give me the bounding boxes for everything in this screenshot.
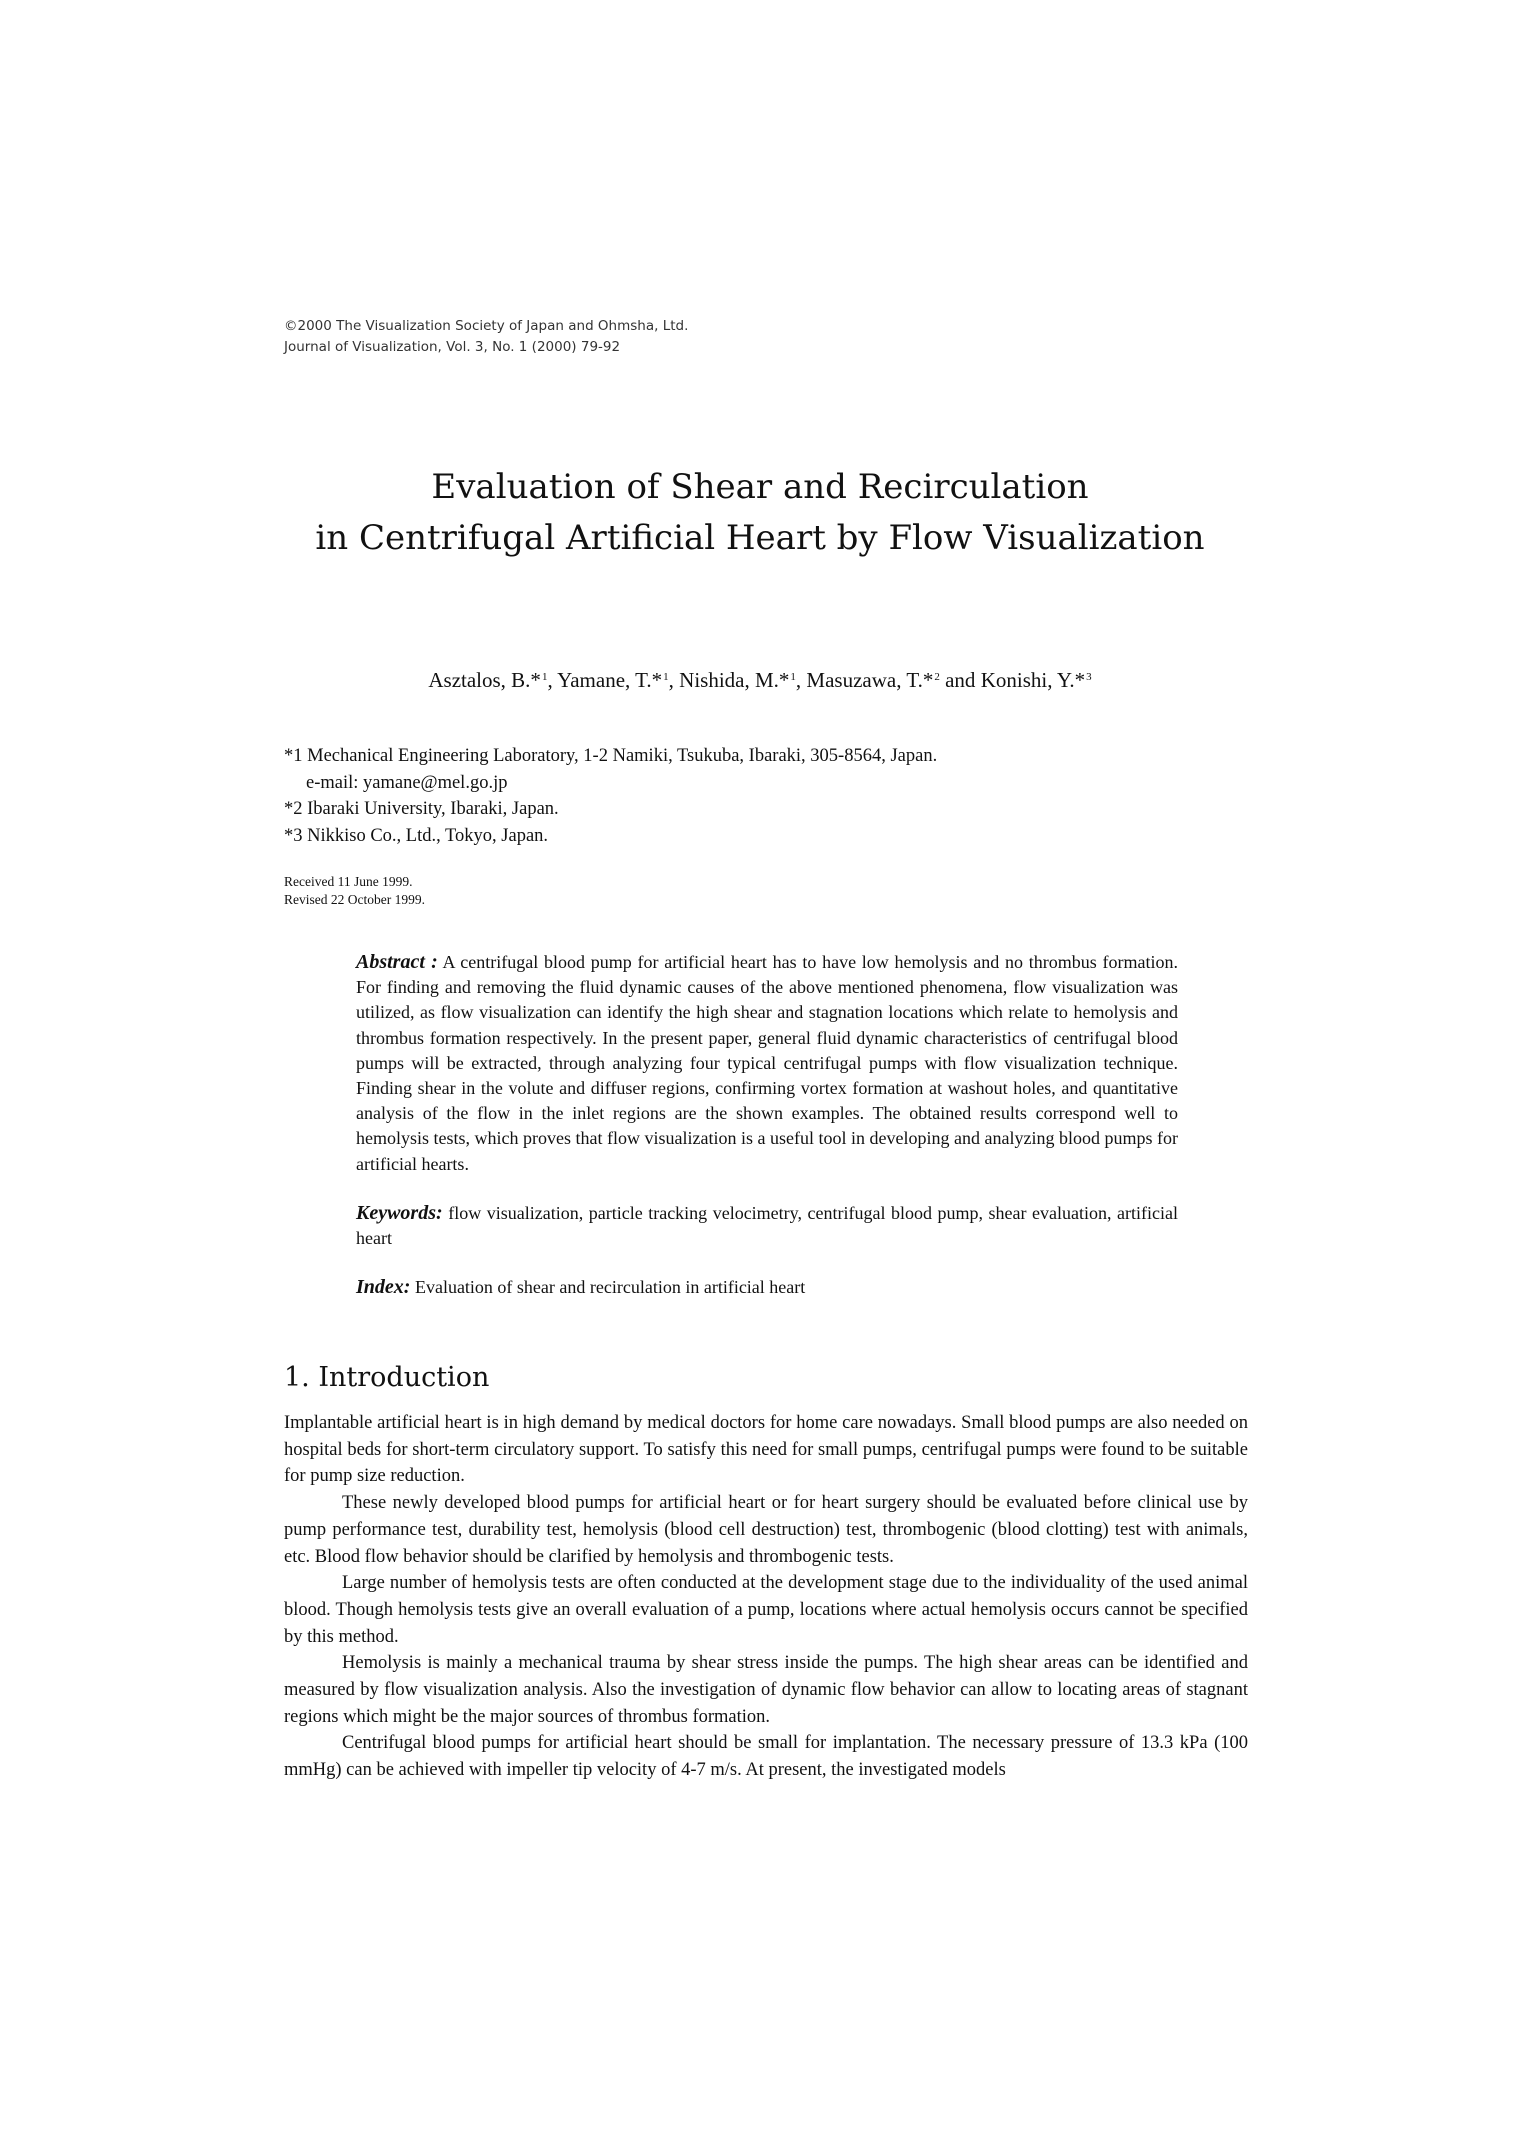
author-separator: and xyxy=(939,668,981,692)
received-date: Received 11 June 1999. xyxy=(284,874,413,889)
affiliation-mark: 3 xyxy=(1086,671,1092,683)
abstract-block xyxy=(356,950,1178,1300)
copyright-block xyxy=(284,316,688,358)
keywords-label: Keywords: xyxy=(356,1201,443,1224)
author-separator: , xyxy=(668,668,680,692)
keywords-text: flow visualization, particle tracking velocimetry, centrifugal blood pump, shear evaluation, artificial heart xyxy=(356,1202,1179,1249)
author-separator: , xyxy=(795,668,807,692)
author-name: Konishi, Y.* xyxy=(980,668,1086,692)
body-paragraph: These newly developed blood pumps for artificial heart or for heart surgery should be evaluated before clinical use by pump performance test, durability test, hemolysis (blood cell destruction) test, thrombogenic (blood clotting) test with animals, etc. Blood flow behavior should be clarified by hemolysis and thrombogenic tests. xyxy=(284,1493,1248,1567)
author-name: Nishida, M.* xyxy=(679,668,790,692)
abstract-paragraph xyxy=(356,950,1178,1177)
affiliation-mark: 2 xyxy=(934,671,940,683)
index-paragraph xyxy=(356,1275,1178,1300)
author-name: Masuzawa, T.* xyxy=(806,668,934,692)
affiliation-3: *3 Nikkiso Co., Ltd., Tokyo, Japan. xyxy=(284,825,549,846)
author-list xyxy=(0,668,1520,693)
index-text: Evaluation of shear and recirculation in artificial heart xyxy=(414,1277,806,1298)
index-label: Index: xyxy=(356,1276,411,1299)
affiliation-2: *2 Ibaraki University, Ibaraki, Japan. xyxy=(284,799,559,819)
keywords-paragraph xyxy=(356,1201,1178,1251)
affiliation-mark: 1 xyxy=(663,671,669,683)
author-separator: , xyxy=(547,668,558,692)
journal-citation: Journal of Visualization, Vol. 3, No. 1 (2000) 79-92 xyxy=(284,339,621,355)
abstract-text: A centrifugal blood pump for artificial heart has to have low hemolysis and no thrombus formation. For finding and removing the fluid dynamic causes of the above mentioned phenomena, flow visualization was utilized, as flow visualization can identify the high shear and stagnation locations which relate to hemolysis and thrombus formation respectively. In the present paper, general fluid dynamic characteristics of centrifugal blood pumps will be extracted, through analyzing four typical centrifugal pumps with flow visualization technique. Finding shear in the volute and diffuser regions, confirming vortex formation at washout holes, and quantitative analysis of the flow in the inlet regions are the shown examples. The obtained results correspond well to hemolysis tests, which proves that flow visualization is a useful tool in developing and analyzing blood pumps for artificial hearts. xyxy=(356,952,1178,1174)
body-paragraph: Hemolysis is mainly a mechanical trauma by shear stress inside the pumps. The high shear areas can be identified and measured by flow visualization analysis. Also the investigation of dynamic flow behavior can allow to locating areas of stagnant regions which might be the major sources of thrombus formation. xyxy=(284,1653,1248,1727)
affiliations xyxy=(284,743,937,849)
copyright-line: ©2000 The Visualization Society of Japan and Ohmsha, Ltd. xyxy=(284,318,689,334)
title-line-1: Evaluation of Shear and Recirculation xyxy=(431,467,1089,507)
revised-date: Revised 22 October 1999. xyxy=(284,892,425,907)
section-heading: 1. Introduction xyxy=(284,1362,490,1393)
body-text xyxy=(284,1410,1248,1784)
submission-dates xyxy=(284,873,425,909)
body-paragraph: Implantable artificial heart is in high demand by medical doctors for home care nowadays. Small blood pumps are also needed on hospital beds for short-term circulatory support. To satisfy this need for small pumps, centrifugal pumps were found to be suitable for pump size reduction. xyxy=(284,1413,1248,1487)
body-paragraph: Centrifugal blood pumps for artificial heart should be small for implantation. The necessary pressure of 13.3 kPa (100 mmHg) can be achieved with impeller tip velocity of 4-7 m/s. At present, the investigated models xyxy=(284,1733,1248,1781)
contact-email: e-mail: yamane@mel.go.jp xyxy=(306,772,508,793)
title-line-2: in Centrifugal Artificial Heart by Flow Visualization xyxy=(315,518,1205,558)
abstract-label: Abstract : xyxy=(356,951,438,973)
affiliation-1: *1 Mechanical Engineering Laboratory, 1-2 Namiki, Tsukuba, Ibaraki, 305-8564, Japan. xyxy=(284,746,938,766)
body-paragraph: Large number of hemolysis tests are often conducted at the development stage due to the individuality of the used animal blood. Though hemolysis tests give an overall evaluation of a pump, locations where actual hemolysis occurs cannot be specified by this method. xyxy=(284,1573,1248,1647)
author-name: Asztalos, B.* xyxy=(428,668,541,692)
affiliation-mark: 1 xyxy=(790,671,796,683)
paper-title xyxy=(0,462,1520,564)
affiliation-mark: 1 xyxy=(541,671,548,683)
author-name: Yamane, T.* xyxy=(557,668,663,692)
